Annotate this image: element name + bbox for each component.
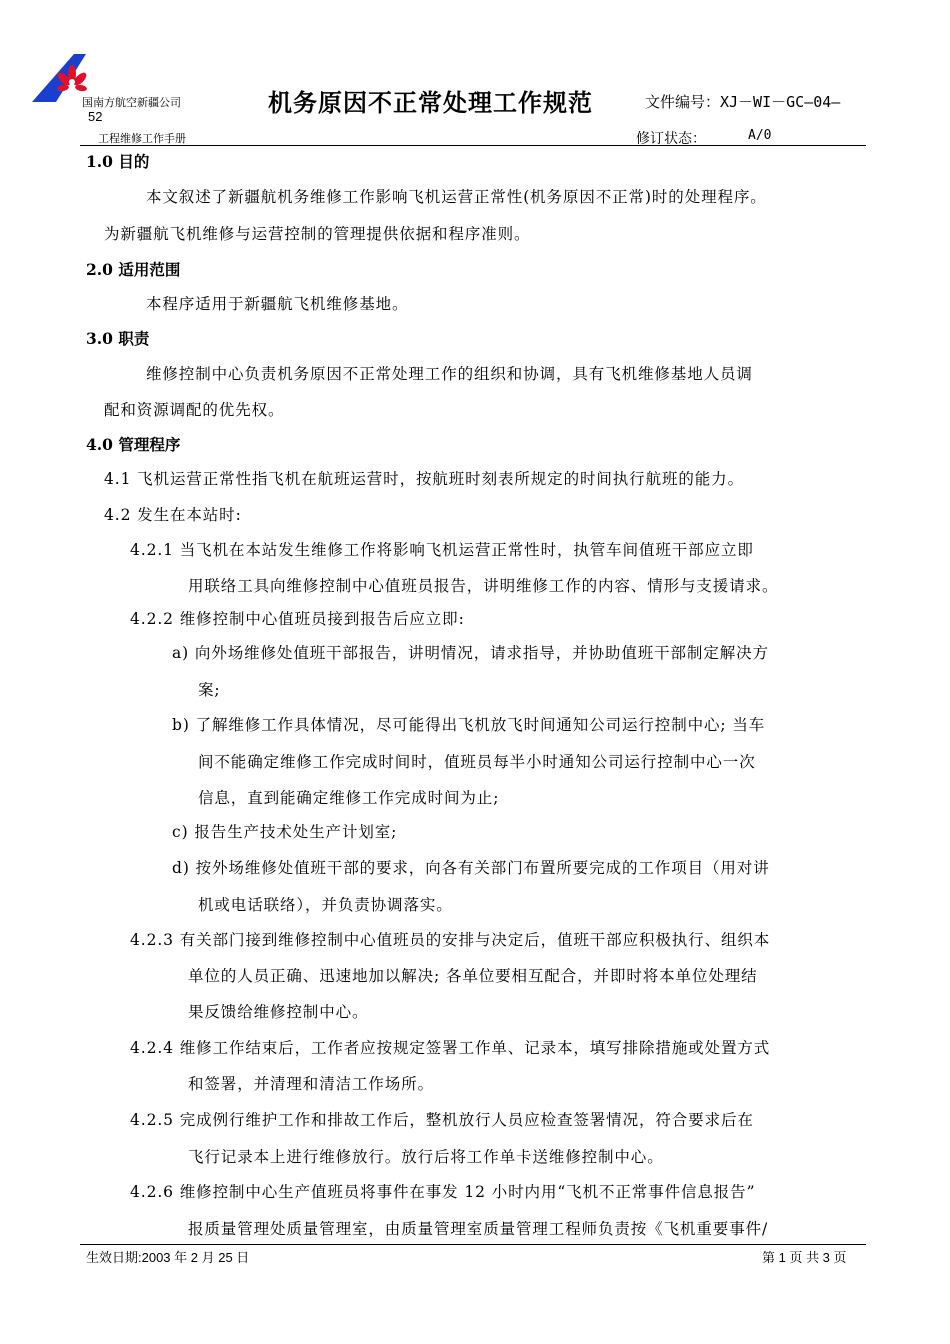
section-heading-scope: 2.0 适用范围 — [86, 260, 181, 279]
clause-4-1: 4.1 飞机运营正常性指飞机在航班运营时，按航班时刻表所规定的时间执行航班的能力。 — [104, 470, 744, 488]
document-title: 机务原因不正常处理工作规范 — [268, 90, 593, 117]
section-heading-procedure: 4.0 管理程序 — [86, 435, 181, 454]
paragraph-line: 报质量管理处质量管理室，由质量管理室质量管理工程师负责按《飞机重要事件/ — [188, 1220, 769, 1238]
list-item-a: a) 向外场维修处值班干部报告，讲明情况，请求指导，并协助值班干部制定解决方 — [172, 644, 769, 662]
footer-divider — [80, 1244, 866, 1245]
paragraph-line: 单位的人员正确、迅速地加以解决; 各单位要相互配合，并即时将本单位处理结 — [188, 967, 758, 985]
list-item-c: c) 报告生产技术处生产计划室; — [172, 823, 398, 841]
paragraph-line: 间不能确定维修工作完成时间时，值班员每半小时通知公司运行控制中心一次 — [198, 753, 756, 771]
revision-label: 修订状态： — [636, 130, 706, 146]
paragraph-line: 机或电话联络），并负责协调落实。 — [198, 896, 453, 914]
paragraph-line: 维修控制中心负责机务原因不正常处理工作的组织和协调，具有飞机维修基地人员调 — [146, 365, 753, 383]
paragraph-line: 果反馈给维修控制中心。 — [188, 1003, 369, 1021]
paragraph-line: 案; — [198, 681, 221, 699]
page-number: 第 1 页 共 3 页 — [762, 1250, 847, 1265]
section-heading-purpose: 1.0 目的 — [86, 152, 150, 171]
list-item-d: d) 按外场维修处值班干部的要求，向各有关部门布置所要完成的工作项目（用对讲 — [172, 859, 770, 877]
paragraph-line: 用联络工具向维修控制中心值班员报告，讲明维修工作的内容、情形与支援请求。 — [188, 577, 779, 595]
paragraph-line: 本程序适用于新疆航飞机维修基地。 — [146, 295, 409, 313]
manual-name: 工程维修工作手册 — [98, 133, 186, 145]
clause-4-2-5: 4.2.5 完成例行维护工作和排故工作后，整机放行人员应检查签署情况，符合要求后在 — [130, 1111, 754, 1129]
header-divider — [80, 145, 866, 146]
paragraph-line: 信息，直到能确定维修工作完成时间为止; — [198, 789, 500, 807]
clause-4-2-4: 4.2.4 维修工作结束后，工作者应按规定签署工作单、记录本，填写排除措施或处置方式 — [130, 1039, 771, 1057]
effective-date: 生效日期:2003 年 2 月 25 日 — [86, 1250, 250, 1265]
revision-value: A/0 — [748, 128, 772, 143]
paragraph-line: 和签署，并清理和清洁工作场所。 — [188, 1075, 435, 1093]
document-number: 文件编号：XJ－WI－GC—04— — [645, 93, 841, 111]
list-item-b: b) 了解维修工作具体情况，尽可能得出飞机放飞时间通知公司运行控制中心; 当车 — [172, 716, 766, 734]
section-heading-responsibility: 3.0 职责 — [86, 329, 150, 348]
paragraph-line: 本文叙述了新疆航机务维修工作影响飞机运营正常性(机务原因不正常)时的处理程序。 — [146, 188, 767, 206]
paragraph-line: 为新疆航飞机维修与运营控制的管理提供依据和程序准则。 — [104, 225, 531, 243]
clause-4-2-3: 4.2.3 有关部门接到维修控制中心值班员的安排与决定后，值班干部应积极执行、组织本 — [130, 931, 771, 949]
clause-4-2-1: 4.2.1 当飞机在本站发生维修工作将影响飞机运营正常性时，执管车间值班干部应立即 — [130, 541, 754, 559]
clause-4-2-6: 4.2.6 维修控制中心生产值班员将事件在事发 12 小时内用“飞机不正常事件信息报告” — [130, 1183, 756, 1201]
company-name: 国南方航空新疆公司 — [82, 97, 181, 109]
clause-4-2-2: 4.2.2 维修控制中心值班员接到报告后应立即: — [130, 610, 465, 628]
doc-number-overflow: 52 — [88, 109, 103, 124]
clause-4-2: 4.2 发生在本站时: — [104, 506, 242, 524]
paragraph-line: 配和资源调配的优先权。 — [104, 401, 285, 419]
paragraph-line: 飞行记录本上进行维修放行。放行后将工作单卡送维修控制中心。 — [188, 1148, 664, 1166]
